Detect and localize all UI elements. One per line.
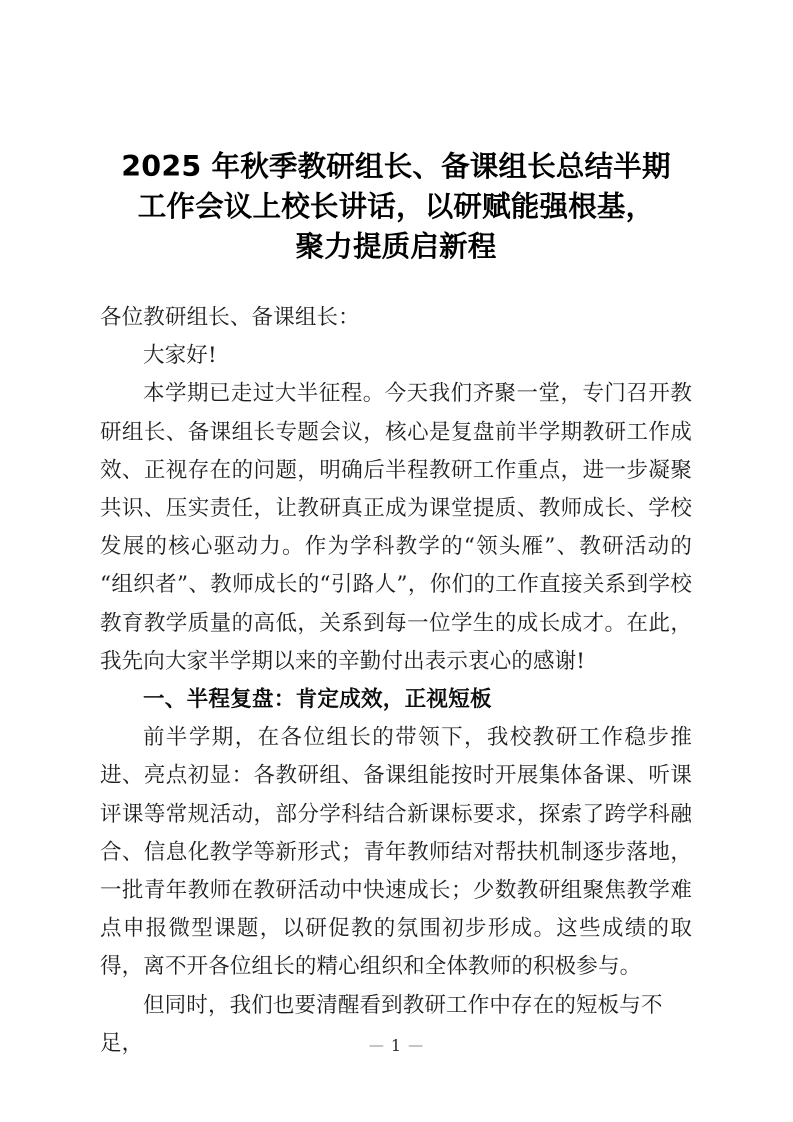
paragraph-greeting: 大家好! — [143, 343, 217, 369]
paragraph-section-one-shortfall: 但同时，我们也要清醒看到教研工作中存在的短板与不足， — [100, 992, 663, 1056]
document-body — [100, 299, 692, 1063]
page-title-line-1: 2025 年秋季教研组长、备课组长总结半期 — [121, 150, 671, 183]
footer-dash-right: — — [408, 1036, 425, 1054]
paragraph-opening: 本学期已走过大半征程。今天我们齐聚一堂，专门召开教研组长、备课组长专题会议，核心是复盘前半学期教研工作成效、正视存在的问题，明确后半程教研工作重点，进一步凝聚共识、压实责任，让教研真正成为课堂提质、教师成长、学校发展的核心驱动力。作为学科教学的“领头雁”、教研活动的“组织者”、教师成长的“引路人”，你们的工作直接关系到学校教育教学质量的高低，关系到每一位学生的成长成才。在此，我先向大家半学期以来的辛勤付出表示衷心的感谢! — [100, 381, 692, 674]
paragraph-salutation: 各位教研组长、备课组长： — [100, 305, 360, 330]
paragraph-section-one-body: 前半学期，在各位组长的带领下，我校教研工作稳步推进、亮点初显：各教研组、备课组能按时开展集体备课、听课评课等常规活动，部分学科结合新课标要求，探索了跨学科融合、信息化教学等新形式；青年教师结对帮扶机制逐步落地，一批青年教师在教研活动中快速成长；少数教研组聚焦教学难点申报微型课题，以研促教的氛围初步形成。这些成绩的取得，离不开各位组长的精心组织和全体教师的积极参与。 — [100, 725, 692, 980]
page-title-line-2: 工作会议上校长讲话，以研赋能强根基， — [137, 190, 655, 223]
section-heading-one: 一、半程复盘：肯定成效，正视短板 — [143, 687, 492, 713]
page-title — [100, 147, 692, 267]
page-number: 1 — [390, 1036, 403, 1055]
page-footer — [0, 1036, 793, 1055]
footer-dash-left: — — [368, 1036, 385, 1054]
page-title-line-3: 聚力提质启新程 — [295, 230, 497, 263]
